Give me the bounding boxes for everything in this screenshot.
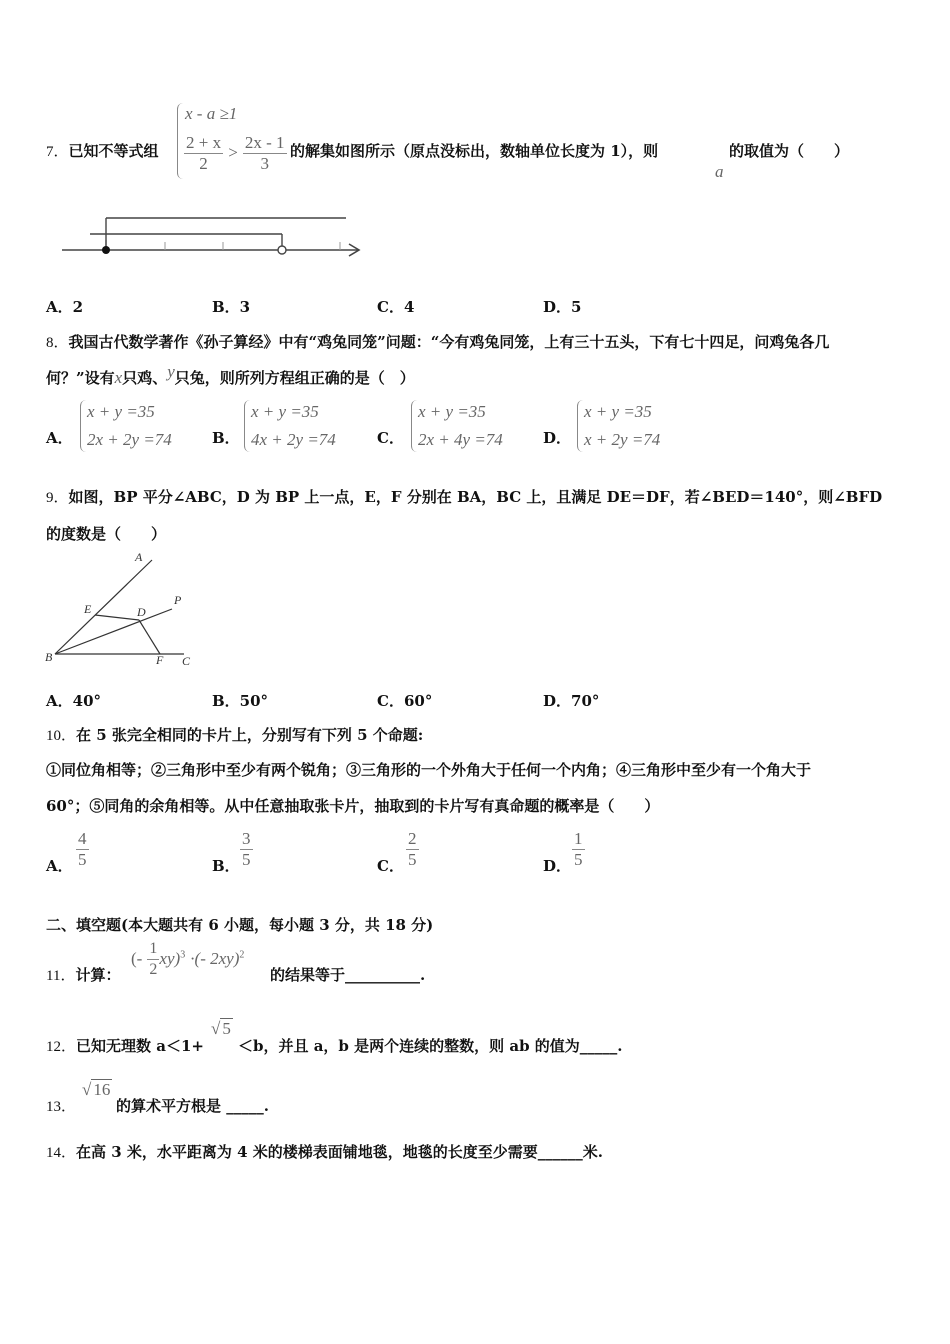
q10-text1: 在 5 张完全相同的卡片上，分别写有下列 5 个命题:: [76, 726, 424, 744]
section2-heading: 二、填空题(本大题共有 6 小题，每小题 3 分，共 18 分): [46, 916, 434, 934]
q10-line2: ①同位角相等；②三角形中至少有两个锐角；③三角形的一个外角大于任何一个内角；④三角形中至少有一个角大于: [46, 761, 812, 779]
q7-ineq2: [184, 133, 287, 174]
q8-line1: [46, 331, 829, 352]
q8-option-b-eq1: x + y =35: [251, 402, 319, 421]
q9-number: 9．: [46, 490, 69, 506]
q7-stem: [46, 140, 159, 161]
q8-option-a-brace: [80, 400, 86, 452]
q9-label-c: C: [182, 654, 191, 668]
q8-option-c-label[interactable]: C．: [377, 429, 404, 447]
q8-option-a-eq1: x + y =35: [87, 402, 155, 421]
q12-prefix: 12．已知无理数 a＜1+: [46, 1037, 204, 1055]
q9-option-b[interactable]: B．50°: [212, 692, 269, 710]
q7-number: 7．: [46, 144, 69, 160]
q7-option-b[interactable]: B．3: [212, 298, 251, 316]
q12-number: 12．: [46, 1039, 77, 1055]
q9-option-a[interactable]: A．40°: [46, 692, 102, 710]
q8-line2: 何？”设有x只鸡、y只兔，则所列方程组正确的是（ ）: [46, 362, 415, 387]
q9-text1: 如图，BP 平分∠ABC，D 为 BP 上一点，E，F 分别在 BA，BC 上，且满足 DE＝DF，若∠BED＝140°，则∠BFD: [68, 488, 883, 506]
q10-option-b-frac: $\frac{3}{5}$: [242, 829, 251, 869]
q9-label-e: E: [84, 602, 92, 616]
q11-number: 11．: [46, 968, 76, 984]
q9-figure: [42, 548, 202, 673]
q10-option-d-label[interactable]: D．: [543, 857, 572, 875]
q7-number-line: [56, 210, 366, 265]
q9-label-a: A: [135, 550, 143, 564]
q7-var-a: a: [715, 162, 724, 181]
q8-option-b-eq2: 4x + 2y =74: [251, 430, 336, 449]
q8-option-b-brace: [244, 400, 250, 452]
q10-option-c-label[interactable]: C．: [377, 857, 404, 875]
q13-sqrt: √ 16: [82, 1080, 111, 1099]
q9-label-f: F: [156, 653, 164, 667]
q10-line3: 60°；⑤同角的余角相等。从中任意抽取张卡片，抽取到的卡片写有真命题的概率是（ ）: [46, 797, 660, 815]
q7-ineq1: x - a ≥1: [185, 104, 238, 123]
q7-option-d[interactable]: D．5: [543, 298, 582, 316]
q8-option-c-eq2: 2x + 4y =74: [418, 430, 503, 449]
q7-suffix2: 的取值为（ ）: [729, 142, 850, 160]
q7-gt: >: [228, 143, 238, 162]
q8-number: 8．: [46, 335, 69, 351]
q7-prefix: 已知不等式组: [68, 142, 159, 160]
q9-label-b: B: [45, 650, 53, 664]
q7-brace: [177, 103, 184, 179]
q10-option-c-frac: $\frac{2}{5}$: [408, 829, 417, 869]
q8-option-c-eq1: x + y =35: [418, 402, 486, 421]
q10-option-d-frac: $\frac{1}{5}$: [574, 829, 583, 869]
q7-frac2: $\frac{2x - 1}{3}$: [244, 133, 285, 173]
q8-text1: 我国古代数学著作《孙子算经》中有“鸡兔同笼”问题：“今有鸡兔同笼，上有三十五头，下有七十四足，问鸡兔各几: [68, 333, 830, 351]
q10-option-a-frac: $\frac{4}{5}$: [78, 829, 87, 869]
q8-option-b-label[interactable]: B．: [212, 429, 240, 447]
q7-option-a[interactable]: A．2: [46, 298, 84, 316]
q8-option-d-eq1: x + y =35: [584, 402, 652, 421]
q14-number: 14．: [46, 1145, 77, 1161]
q8-option-a-eq2: 2x + 2y =74: [87, 430, 172, 449]
q10-option-b-label[interactable]: B．: [212, 857, 240, 875]
q7-solid-point: [102, 246, 110, 254]
q13-number: 13．: [46, 1099, 77, 1115]
q7-option-c[interactable]: C．4: [377, 298, 415, 316]
q7-open-point: [278, 246, 286, 254]
q8-option-d-brace: [577, 400, 583, 452]
q11-suffix: 的结果等于__________.: [270, 966, 426, 984]
q10-number: 10．: [46, 728, 77, 744]
q8-option-d-eq2: x + 2y =74: [584, 430, 661, 449]
q14-line: [46, 1141, 603, 1162]
q14-text: 在高 3 米，水平距离为 4 米的楼梯表面铺地毯，地毯的长度至少需要______米.: [76, 1143, 604, 1161]
q9-label-p: P: [174, 593, 182, 607]
q10-option-a-label[interactable]: A．: [46, 857, 73, 875]
q8-option-a-label[interactable]: A．: [46, 429, 73, 447]
q13-suffix: 的算术平方根是 _____.: [116, 1097, 269, 1115]
q9-line2: 的度数是（ ）: [46, 525, 167, 543]
q11-prefix: 11．计算：: [46, 966, 121, 984]
q12-suffix: ＜b，并且 a，b 是两个连续的整数，则 ab 的值为_____.: [238, 1037, 623, 1055]
q7-suffix: 的解集如图所示（原点没标出，数轴单位长度为 1），则: [290, 142, 659, 160]
q8-option-c-brace: [411, 400, 417, 452]
q7-frac1: $\frac{2 + x}{2}$: [186, 133, 222, 173]
q9-option-d[interactable]: D．70°: [543, 692, 600, 710]
q8-option-d-label[interactable]: D．: [543, 429, 572, 447]
q9-line1: [46, 486, 882, 507]
q12-sqrt: √ 5: [211, 1019, 231, 1038]
q11-expression: (- $\frac{1}{2}$ xy)$^3$ ·(- 2xy)$^2$: [131, 940, 245, 978]
q8-var-y: y: [167, 362, 175, 381]
q10-line1: [46, 724, 423, 745]
q9-option-c[interactable]: C．60°: [377, 692, 433, 710]
q8-var-x: x: [114, 368, 123, 387]
q9-label-d: D: [137, 605, 146, 619]
